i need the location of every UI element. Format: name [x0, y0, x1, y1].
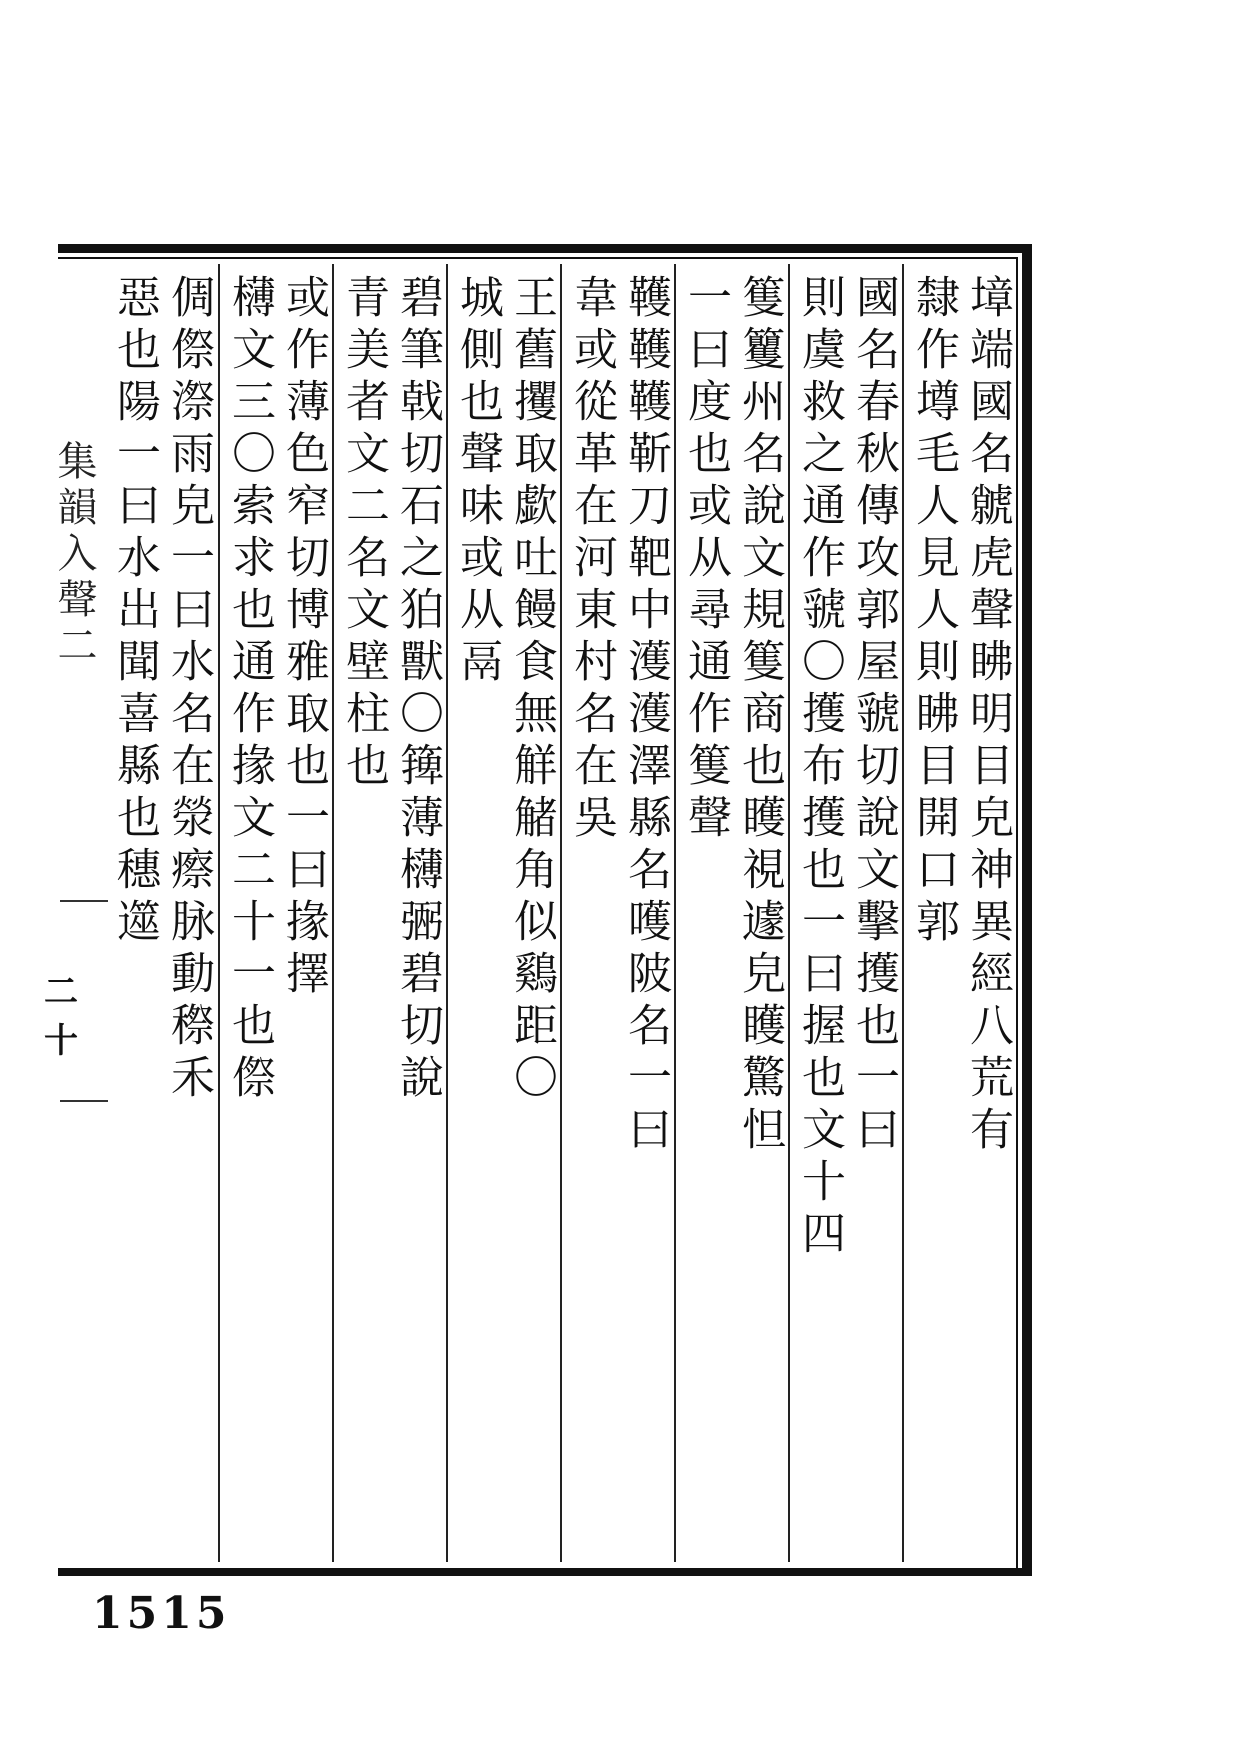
column-text: 碧筆戟切石之狛獸〇篺薄欂弻碧切說: [392, 274, 443, 1106]
column-4: [560, 264, 674, 1562]
top-border: [58, 244, 1032, 253]
column-text: 篗籰州名說文規篗商也矆視遽皃矆驚怛: [734, 274, 785, 1158]
column-2: [788, 264, 902, 1562]
margin-title: 集韻入聲二: [51, 440, 97, 670]
text-columns: [98, 264, 1016, 1562]
column-text: 韄韄韄靳刀靶中濩濩澤縣名嚄陂名一曰: [620, 274, 671, 1158]
bottom-border: [58, 1568, 1032, 1576]
page-frame: [58, 244, 1032, 1584]
top-inner-border: [58, 257, 1018, 259]
column-text: 倜傺漈雨皃一曰水名在滎瘵脉動穄禾: [163, 274, 214, 1106]
column-3: [674, 264, 788, 1562]
column-1: [902, 264, 1016, 1562]
column-text: 欂文三〇索求也通作掾文二十一也傺: [224, 274, 275, 1106]
page-number: 1515: [92, 1588, 231, 1639]
column-text: 王舊攫取歔吐饅食無觧觰角似鷄距〇: [506, 274, 557, 1106]
column-8: [104, 264, 218, 1562]
margin-divider: [60, 900, 108, 902]
book-margin: [40, 380, 97, 1480]
column-text: 國名春秋傳攻郭屋虢切說文擊擭也一曰: [848, 274, 899, 1158]
column-6: [332, 264, 446, 1562]
column-text: 或作薄色窄切博雅取也一曰掾擇: [278, 274, 329, 1002]
column-text: 青美者文二名文壁柱也: [338, 274, 389, 794]
right-inner-border: [1016, 257, 1018, 1570]
margin-divider: [60, 1100, 108, 1102]
margin-leaf: 二十: [44, 972, 78, 1061]
column-7: [218, 264, 332, 1562]
column-text: 墇端國名虩虎聲䀟明目皃神異經八荒有: [962, 274, 1013, 1158]
column-text: 城側也聲味或从鬲: [452, 274, 503, 690]
right-border: [1022, 244, 1032, 1576]
column-5: [446, 264, 560, 1562]
column-text: 韋或從革在河東村名在吳: [566, 274, 617, 846]
column-text: 則虞救之通作虢〇擭布擭也一曰握也文十四: [794, 274, 845, 1262]
column-text: 惡也陽一曰水出聞喜縣也穗遾: [109, 274, 160, 950]
column-text: 隸作墫毛人見人則䀟目開口郭: [908, 274, 959, 950]
column-text: 一曰度也或从尋通作篗聲: [680, 274, 731, 846]
